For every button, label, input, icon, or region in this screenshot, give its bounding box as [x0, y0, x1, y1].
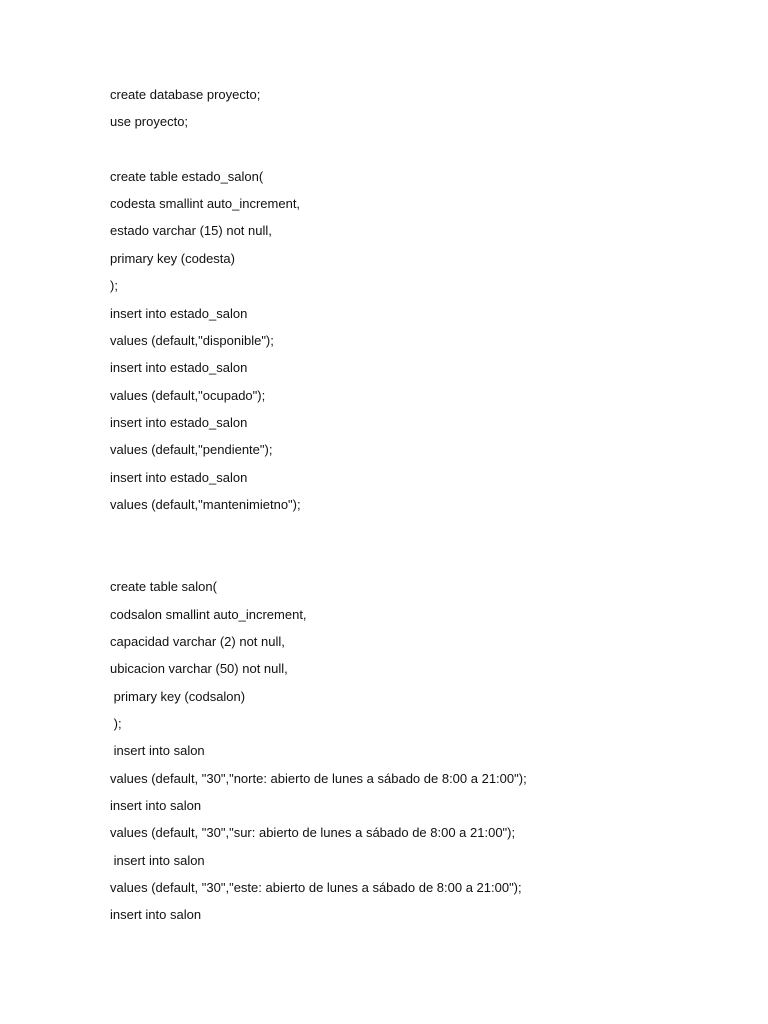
code-line: insert into estado_salon — [110, 415, 248, 430]
code-line: insert into salon — [110, 798, 202, 813]
code-line: create table estado_salon( — [110, 169, 264, 184]
code-line: values (default,"disponible"); — [110, 333, 274, 348]
code-line: insert into salon — [110, 853, 205, 868]
code-line: values (default,"pendiente"); — [110, 442, 273, 457]
code-line: capacidad varchar (2) not null, — [110, 634, 285, 649]
code-line: insert into salon — [110, 743, 205, 758]
code-line: create table salon( — [110, 579, 217, 594]
code-line: primary key (codsalon) — [110, 689, 246, 704]
code-line: insert into estado_salon — [110, 360, 248, 375]
code-line: insert into estado_salon — [110, 470, 248, 485]
code-line: insert into estado_salon — [110, 306, 248, 321]
code-line: ); — [110, 278, 118, 293]
code-line: values (default, "30","sur: abierto de lunes a sábado de 8:00 a 21:00"); — [110, 825, 516, 840]
code-line: create database proyecto; — [110, 87, 261, 102]
code-line: codsalon smallint auto_increment, — [110, 607, 307, 622]
code-line: values (default,"mantenimietno"); — [110, 497, 301, 512]
code-line: values (default,"ocupado"); — [110, 388, 266, 403]
code-line: ); — [110, 716, 122, 731]
code-line: use proyecto; — [110, 114, 189, 129]
code-line: codesta smallint auto_increment, — [110, 196, 301, 211]
code-line: insert into salon — [110, 907, 202, 922]
code-line: values (default, "30","norte: abierto de lunes a sábado de 8:00 a 21:00"); — [110, 771, 527, 786]
code-line: ubicacion varchar (50) not null, — [110, 661, 288, 676]
code-line: values (default, "30","este: abierto de lunes a sábado de 8:00 a 21:00"); — [110, 880, 522, 895]
code-line: primary key (codesta) — [110, 251, 235, 266]
code-line: estado varchar (15) not null, — [110, 223, 272, 238]
